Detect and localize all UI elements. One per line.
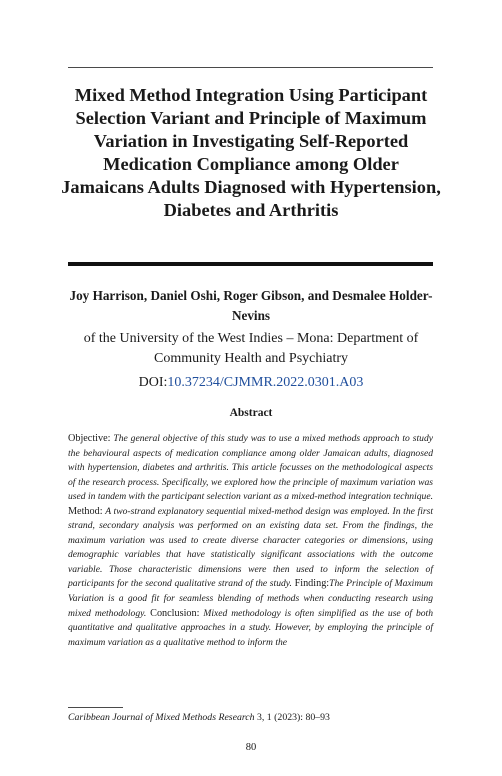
- abstract-heading: Abstract: [229, 407, 273, 419]
- abstract-body: [68, 432, 433, 650]
- title-divider: [68, 262, 433, 266]
- abstract-text-conclusion: Mixed methodology is often simplified as the use of both quantitative and qualitative approaches in a study. However, by employing the principle of maximum variation as a qualitative method to inform the: [68, 607, 434, 648]
- abstract-label-method: Method:: [68, 505, 103, 517]
- journal-volume-pages: 3, 1 (2023): 80–93: [254, 712, 330, 723]
- doi-line: [60, 373, 442, 393]
- abstract-label-finding: Finding:: [294, 578, 330, 590]
- abstract-text-objective: The general objective of this study was to use a mixed methods approach to study the behavioural aspects of medication compliance among older Jamaican adults, diagnosed with hypertension, diabetes and arthritis. This article focusses on the methodological aspects of the research process. Specifically, we explored how the principle of maximum variation was used in tandem with the participant selection variant as a mixed-method integration technique.: [68, 433, 433, 503]
- article-title: Mixed Method Integration Using Participant Selection Variant and Principle of Maximum Variation in Investigating Self-Reported Medication Compliance among Older Jamaicans Adults Diagnosed with Hypertension, Diabetes and Arthritis: [61, 85, 441, 220]
- page-number: 80: [245, 742, 257, 753]
- abstract-text-finding: The Principle of Maximum Variation is a good fit for seamless blending of methods when conducting research using mixed methodology.: [68, 578, 433, 619]
- doi-link[interactable]: 10.37234/CJMMR.2022.0301.A03: [167, 375, 364, 390]
- author-affiliation: of the University of the West Indies – Mona: Department of Community Health and Psychiatry: [83, 331, 419, 366]
- abstract-label-objective: Objective:: [68, 433, 111, 444]
- abstract-text-method: A two-strand explanatory sequential mixed-method design was employed. In the first strand, secondary analysis was performed on an existing data set. From the findings, the maximum variation was used to create diverse character categories or dimensions, using demographic variables that have statistically significant associations with the outcome variable. Those characteristic dimensions were then used to inform the selection of participants for the second qualitative strand of the study.: [68, 505, 433, 590]
- footnote-rule: [68, 707, 123, 708]
- abstract-label-conclusion: Conclusion:: [150, 607, 200, 619]
- journal-name: Caribbean Journal of Mixed Methods Research: [68, 712, 255, 723]
- doi-label: DOI:: [138, 375, 168, 390]
- journal-citation: [68, 711, 433, 725]
- author-list: Joy Harrison, Daniel Oshi, Roger Gibson, and Desmalee Holder-Nevins: [69, 288, 433, 323]
- top-rule: [68, 67, 433, 68]
